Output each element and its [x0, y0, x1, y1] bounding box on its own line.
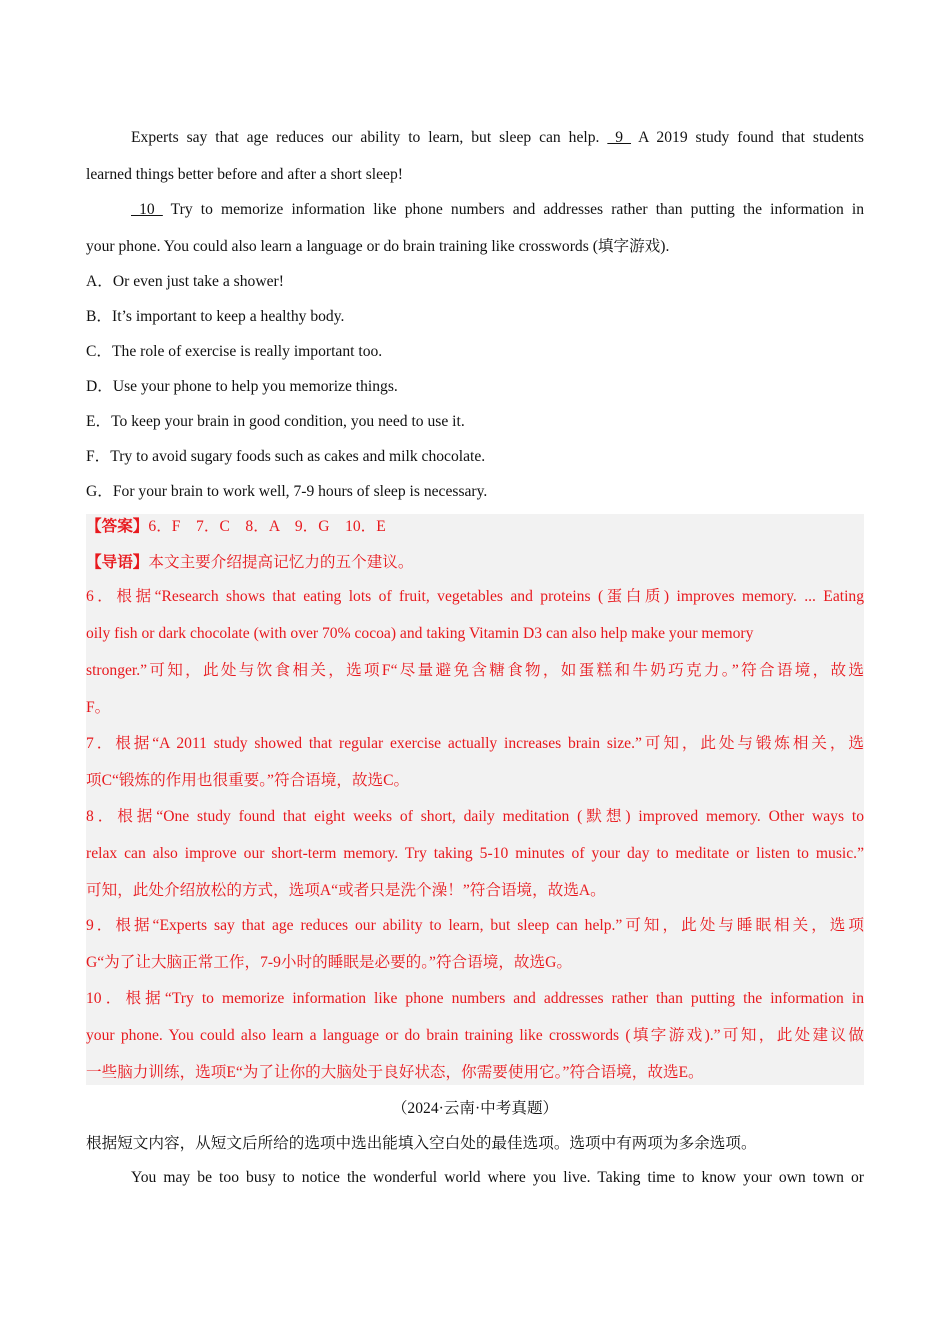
passage-paragraph-1-line-2: learned things better before and after a short sleep!	[86, 166, 403, 183]
passage-paragraph-2-line-2: your phone. You could also learn a language or do brain training like crosswords (填字游戏).	[86, 238, 670, 255]
explanation-line: relax can also improve our short-term memory. Try taking 5-10 minutes of your day to meditate or listen to music.”	[86, 845, 864, 862]
passage-text: A 2019 study found that students	[638, 129, 865, 146]
explanation-line: 可知，此处介绍放松的方式，选项A“或者只是洗个澡！”符合语境，故选A。	[86, 882, 606, 899]
explanation-line: oily fish or dark chocolate (with over 70% cocoa) and taking Vitamin D3 can also help make your memory	[86, 625, 754, 642]
passage-paragraph-1-line-1	[131, 128, 864, 148]
explanation-line: your phone. You could also learn a language or do brain training like crosswords (填字游戏).”可知，此处建议做	[86, 1027, 864, 1044]
next-passage-line: You may be too busy to notice the wonderful world where you live. Taking time to know your own town or	[131, 1169, 864, 1186]
answer-line	[86, 517, 864, 537]
option-f: F．Try to avoid sugary foods such as cakes and milk chocolate.	[86, 448, 486, 465]
explanation-line: F。	[86, 699, 111, 716]
guide-label: 【导语】	[86, 554, 149, 571]
option-e: E．To keep your brain in good condition, you need to use it.	[86, 413, 465, 430]
option-a: A．Or even just take a shower!	[86, 273, 284, 290]
explanation-line: 6．根据“Research shows that eating lots of fruit, vegetables and proteins (蛋白质) improves memory. ... Eating	[86, 588, 864, 605]
explanation-line: 7．根据“A 2011 study showed that regular exercise actually increases brain size.”可知，此处与锻炼相关，选	[86, 735, 864, 752]
answer-blank-10: 10	[131, 201, 163, 218]
answer-label: 【答案】	[86, 518, 149, 535]
passage-paragraph-2-line-1	[131, 200, 864, 220]
explanation-line: 10．根据“Try to memorize information like phone numbers and addresses rather than putting the information in	[86, 990, 864, 1007]
explanation-line: G“为了让大脑正常工作，7-9小时的睡眠是必要的。”符合语境，故选G。	[86, 954, 572, 971]
passage-text: Try to memorize information like phone numbers and addresses rather than putting the information in	[170, 201, 865, 218]
explanation-line: 一些脑力训练，选项E“为了让你的大脑处于良好状态，你需要使用它。”符合语境，故选E。	[86, 1064, 704, 1081]
explanation-line: 项C“锻炼的作用也很重要。”符合语境，故选C。	[86, 772, 410, 789]
answer-blank-9: 9	[607, 129, 632, 146]
explanation-line: 8．根据“One study found that eight weeks of short, daily meditation (默想) improved memory. Other ways to	[86, 808, 864, 825]
question-instruction: 根据短文内容，从短文后所给的选项中选出能填入空白处的最佳选项。选项中有两项为多余选项。	[86, 1135, 757, 1152]
option-b: B．It’s important to keep a healthy body.	[86, 308, 345, 325]
answer-text: 6．F 7．C 8．A 9．G 10．E	[148, 518, 386, 535]
guide-line	[86, 553, 864, 573]
option-d: D．Use your phone to help you memorize things.	[86, 378, 398, 395]
passage-text: Experts say that age reduces our ability to learn, but sleep can help.	[131, 129, 600, 146]
explanation-line: 9．根据“Experts say that age reduces our ability to learn, but sleep can help.”可知，此处与睡眠相关，选项	[86, 917, 864, 934]
question-source: （2024·云南·中考真题）	[391, 1100, 559, 1117]
option-g: G．For your brain to work well, 7-9 hours of sleep is necessary.	[86, 483, 488, 500]
explanation-line: stronger.”可知，此处与饮食相关，选项F“尽量避免含糖食物，如蛋糕和牛奶巧克力。”符合语境，故选	[86, 662, 864, 679]
guide-text: 本文主要介绍提高记忆力的五个建议。	[148, 554, 414, 571]
option-c: C．The role of exercise is really important too.	[86, 343, 383, 360]
